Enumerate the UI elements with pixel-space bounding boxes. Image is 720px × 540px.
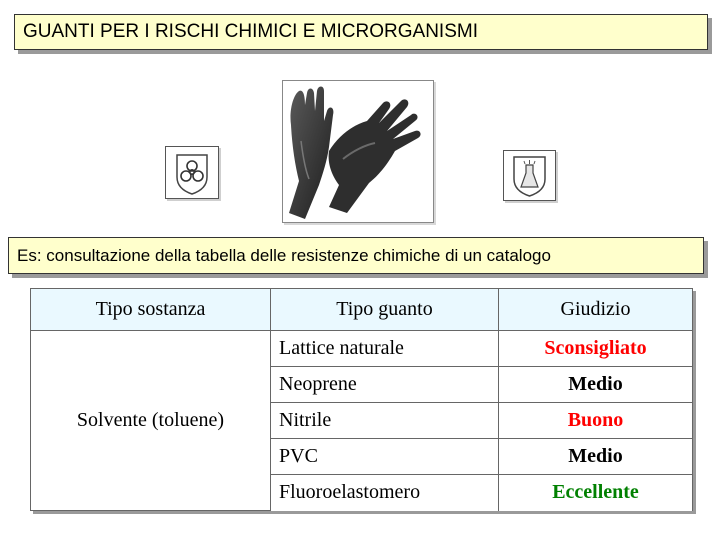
- table-header-row: [31, 289, 693, 331]
- resistance-table: [30, 288, 693, 511]
- chemical-flask-shield-icon: [504, 151, 555, 200]
- glove-cell: Neoprene: [271, 367, 499, 403]
- rating-cell: Medio: [499, 367, 693, 403]
- substance-cell: Solvente (toluene): [31, 331, 271, 511]
- glove-cell: PVC: [271, 439, 499, 475]
- rating-cell: Buono: [499, 403, 693, 439]
- gloves-photo: [282, 80, 434, 223]
- page-title-text: GUANTI PER I RISCHI CHIMICI E MICRORGANISMI: [23, 21, 478, 42]
- rating-cell: Medio: [499, 439, 693, 475]
- glove-cell: Lattice naturale: [271, 331, 499, 367]
- subtitle: [8, 237, 704, 274]
- subtitle-text: Es: consultazione della tabella delle resistenze chimiche di un catalogo: [17, 245, 551, 265]
- glove-cell: Nitrile: [271, 403, 499, 439]
- page-title: [14, 14, 708, 50]
- glove-cell: Fluoroelastomero: [271, 475, 499, 511]
- black-rubber-gloves-icon: [283, 81, 433, 222]
- biohazard-sign: [165, 146, 219, 199]
- header-tipo-guanto: Tipo guanto: [271, 289, 499, 331]
- rating-cell: Sconsigliato: [499, 331, 693, 367]
- header-giudizio: Giudizio: [499, 289, 693, 331]
- header-tipo-sostanza: Tipo sostanza: [31, 289, 271, 331]
- chemical-sign: [503, 150, 556, 201]
- biohazard-shield-icon: [166, 147, 218, 198]
- rating-cell: Eccellente: [499, 475, 693, 511]
- table-row: [31, 331, 693, 367]
